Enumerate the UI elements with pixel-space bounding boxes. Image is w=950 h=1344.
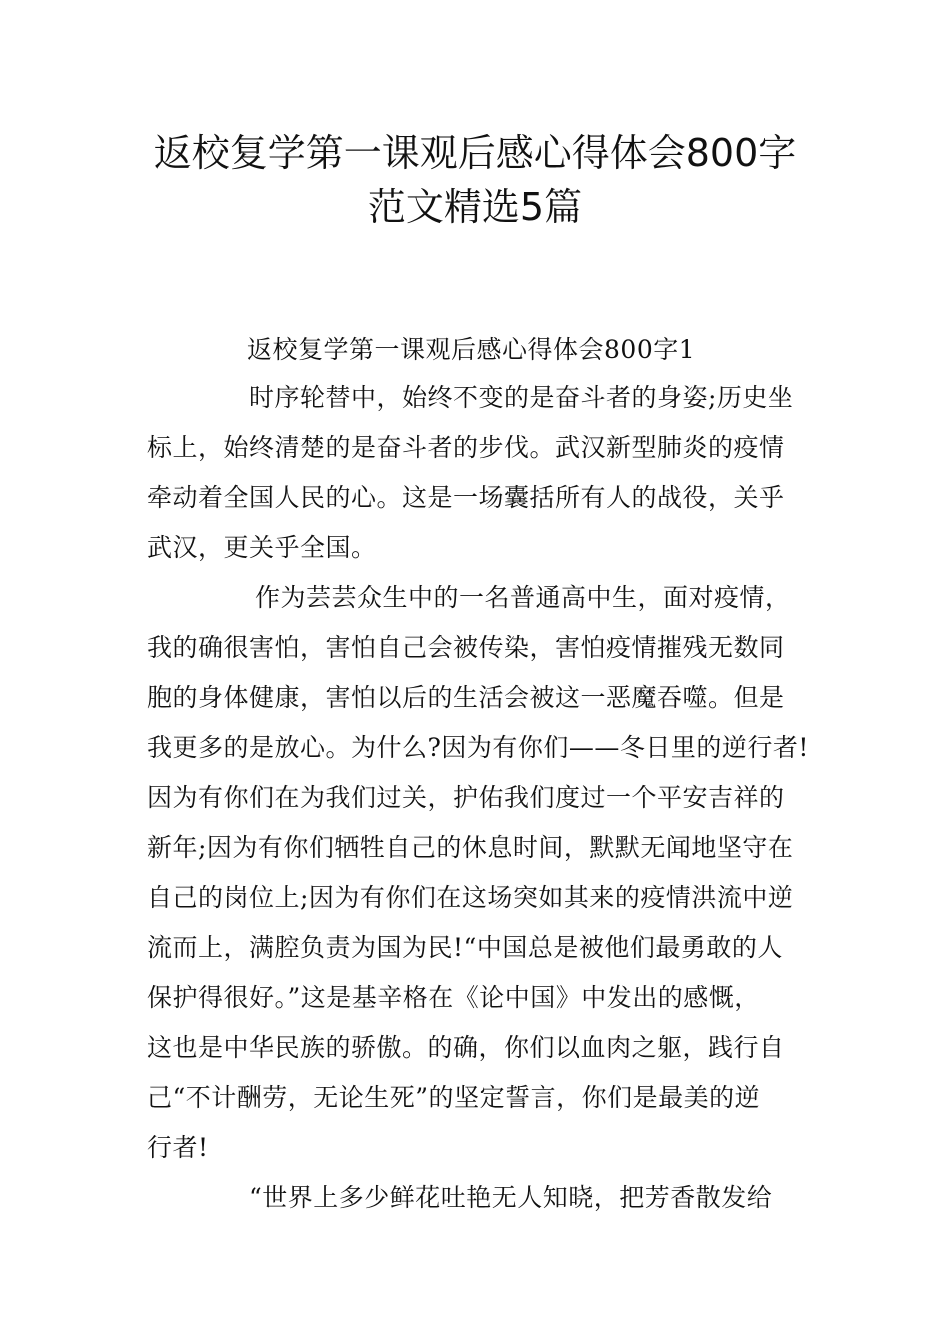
paragraph-2-line: 作为芸芸众生中的一名普通高中生，面对疫情， [255,583,791,612]
paragraph-1-line: 标上，始终清楚的是奋斗者的步伐。武汉新型肺炎的疫情 [147,433,785,462]
paragraph-1-line: 武汉，更关乎全国。 [147,533,377,562]
paragraph-1-line: 牵动着全国人民的心。这是一场囊括所有人的战役，关乎 [147,483,785,512]
paragraph-2-line: 这也是中华民族的骄傲。的确，你们以血肉之躯，践行自 [147,1033,785,1062]
paragraph-2-line: 自己的岗位上;因为有你们在这场突如其来的疫情洪流中逆 [147,883,794,912]
paragraph-2-line: 胞的身体健康，害怕以后的生活会被这一恶魔吞噬。但是 [147,683,785,712]
document-title-line-1: 返校复学第一课观后感心得体会800字 [153,131,797,175]
paragraph-2-line: 流而上，满腔负责为国为民!“中国总是被他们最勇敢的人 [147,933,783,962]
paragraph-1-line: 时序轮替中，始终不变的是奋斗者的身姿;历史坐 [249,383,794,412]
paragraph-2-line: 行者! [147,1133,209,1162]
paragraph-2-line: 因为有你们在为我们过关，护佑我们度过一个平安吉祥的 [147,783,785,812]
paragraph-2-line: 我更多的是放心。为什么?因为有你们——冬日里的逆行者! [147,733,809,762]
paragraph-2-line: 保护得很好。”这是基辛格在《论中国》中发出的感慨， [147,983,760,1012]
paragraph-2-line: 己“不计酬劳，无论生死”的坚定誓言，你们是最美的逆 [147,1083,761,1112]
paragraph-2-line: 我的确很害怕，害怕自己会被传染，害怕疫情摧残无数同 [147,633,785,662]
paragraph-2-line: 新年;因为有你们牺牲自己的休息时间，默默无闻地坚守在 [147,833,794,862]
paragraph-3-line: “世界上多少鲜花吐艳无人知晓，把芳香散发给 [249,1183,773,1212]
document-title-line-2: 范文精选5篇 [367,185,583,229]
section-heading: 返校复学第一课观后感心得体会800字1 [247,335,696,364]
